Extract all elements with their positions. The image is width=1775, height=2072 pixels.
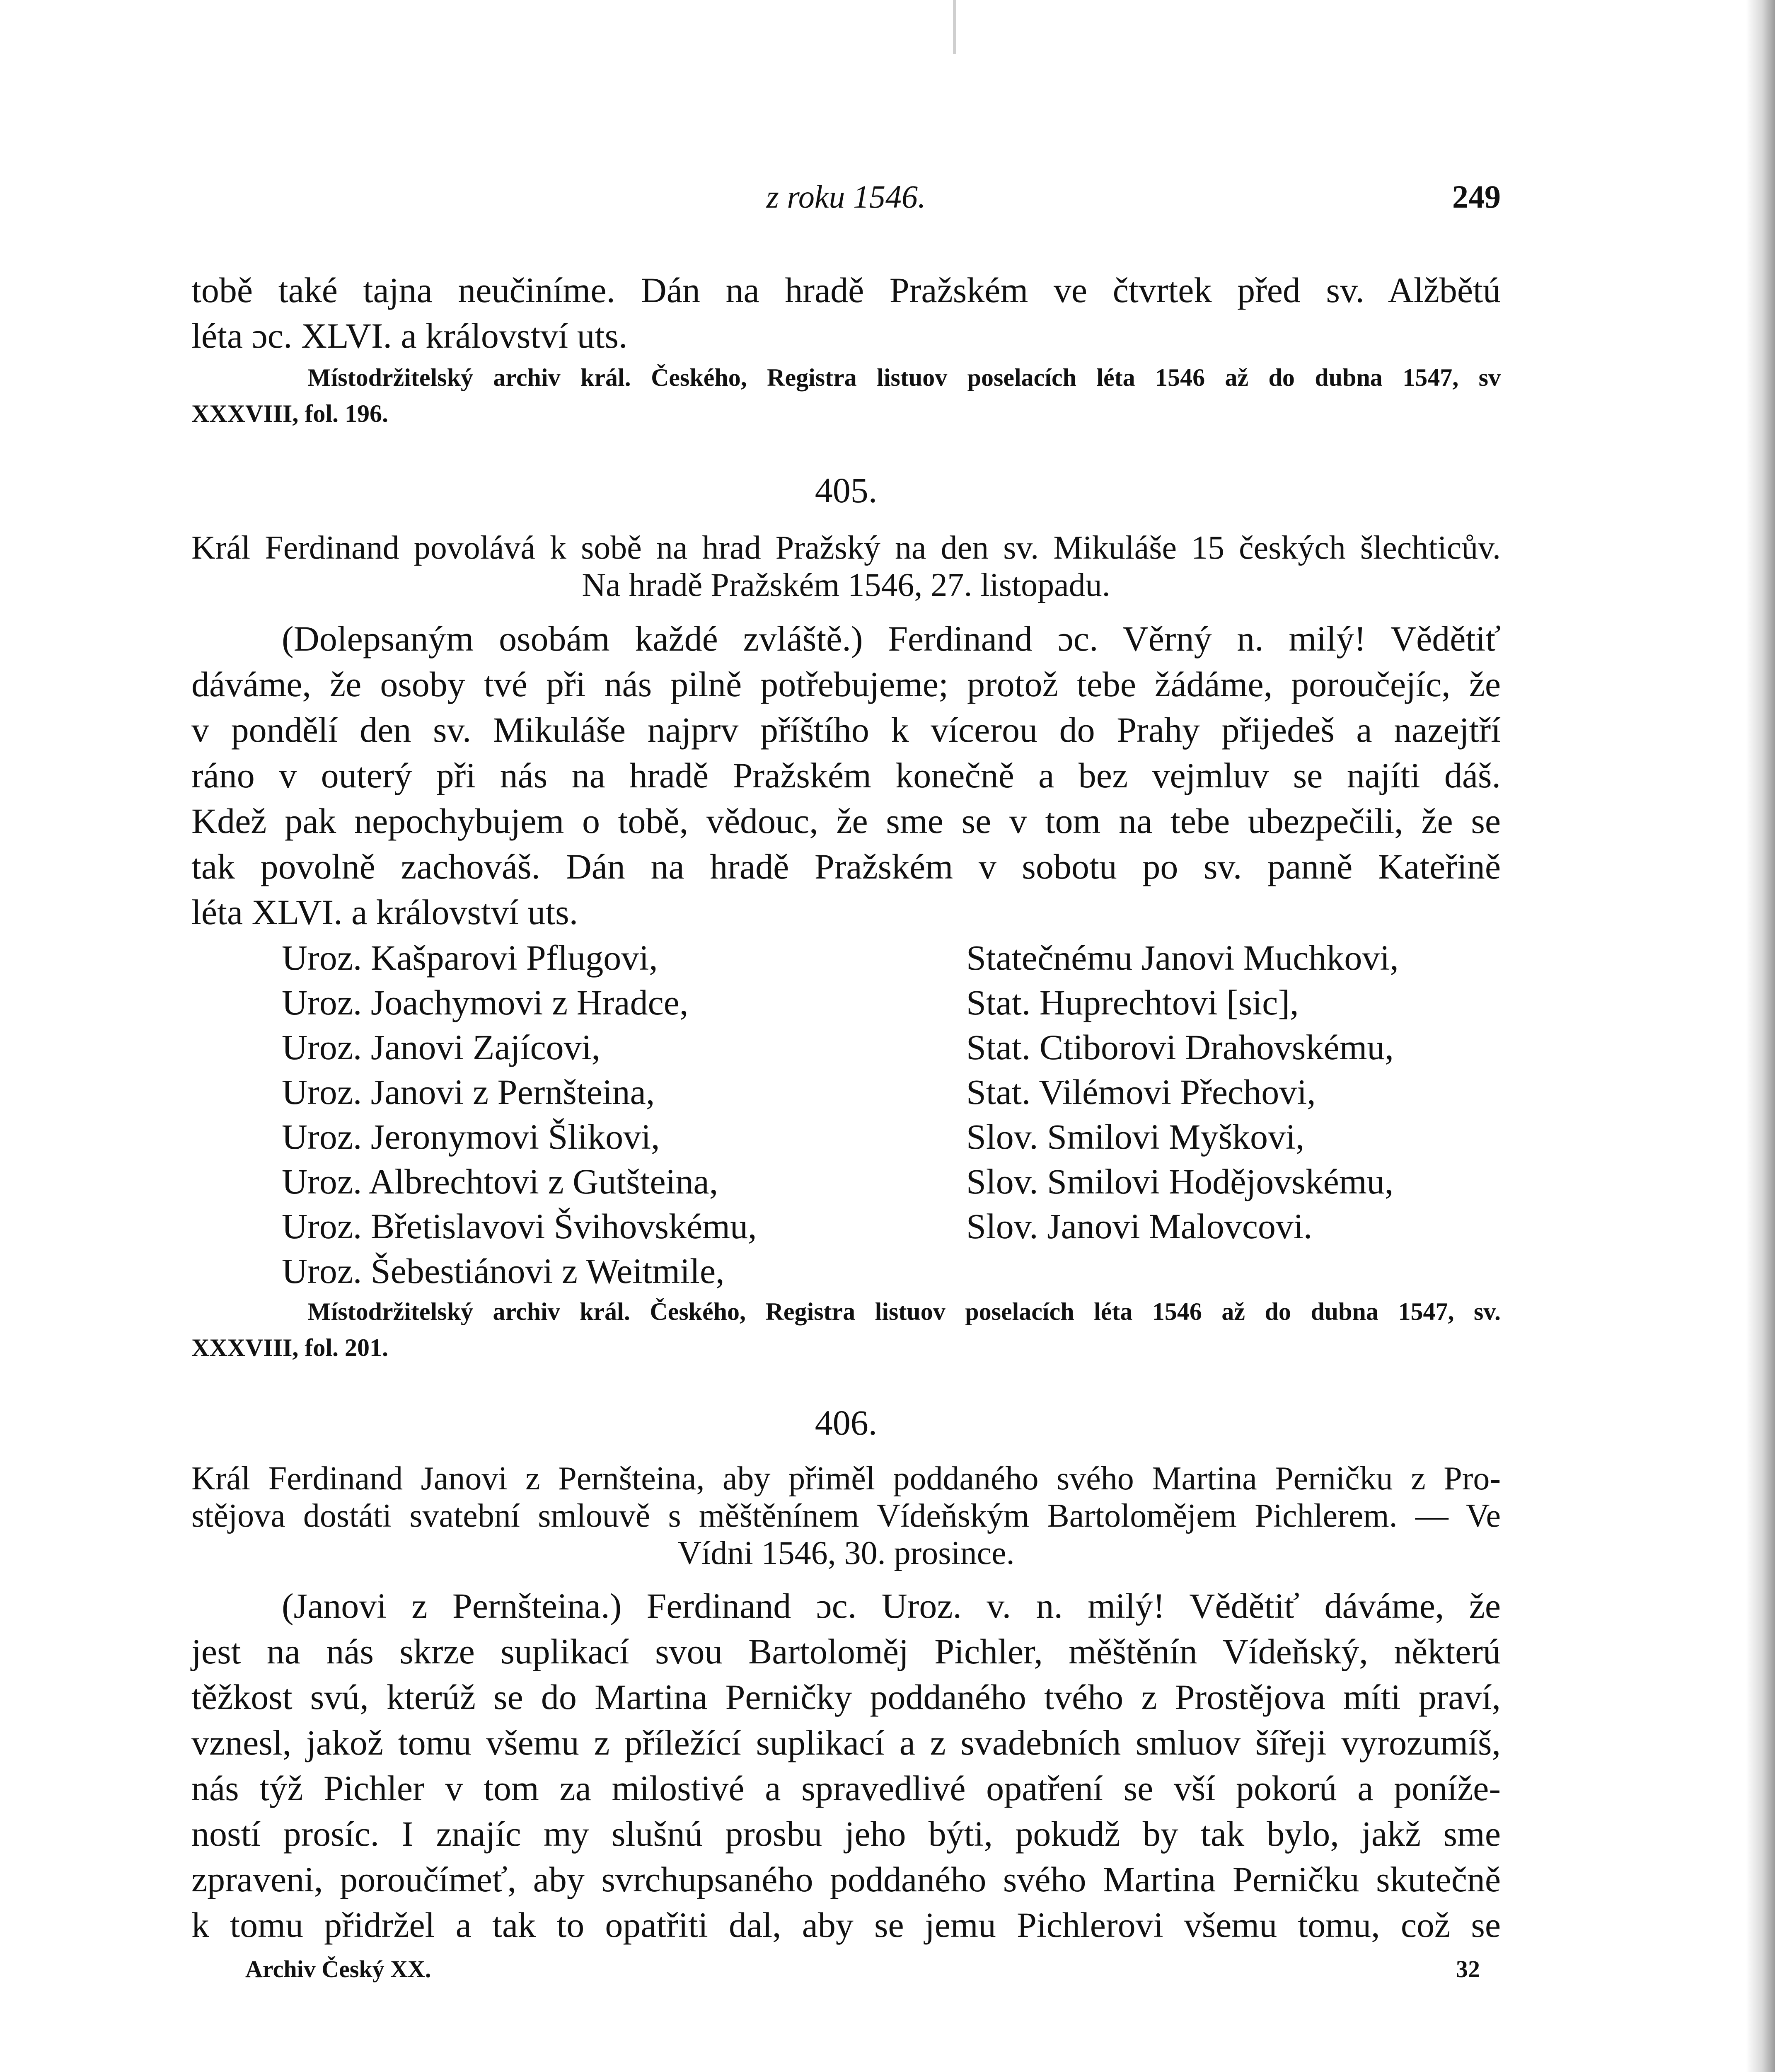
page-header: [191, 178, 1501, 232]
document-heading-line: Král Ferdinand povolává k sobě na hrad Pražský na den sv. Mikuláše 15 českých šlechticův.: [191, 530, 1501, 566]
document-heading-line: Vídni 1546, 30. prosince.: [677, 1535, 1015, 1571]
source-note-line: Místodržitelský archiv král. Českého, Registra listuov poselacích léta 1546 až do dubna 1547, sv.: [307, 1298, 1501, 1325]
source-note-line: XXXVIII, fol. 196.: [191, 400, 389, 427]
text-line: tak povolně zachováš. Dán na hradě Pražském v sobotu po sv. panně Kateřině: [191, 847, 1501, 886]
addressee-left: Uroz. Janovi Zajícovi,: [282, 1027, 601, 1067]
document-number: 405.: [815, 470, 878, 510]
text-line: k tomu přidržel a tak to opatřiti dal, aby se jemu Pichlerovi všemu tomu, což se: [191, 1905, 1501, 1945]
text-line: Kdež pak nepochybujem o tobě, vědouc, že sme se v tom na tebe ubezpečili, že se: [191, 801, 1501, 841]
document-heading-line: Na hradě Pražském 1546, 27. listopadu.: [582, 567, 1110, 603]
text-line: (Dolepsaným osobám každé zvláště.) Ferdinand ɔc. Věrný n. milý! Vědětiť: [282, 619, 1501, 658]
text-line: nás týž Pichler v tom za milostivé a spravedlivé opatření se vší pokorú a poníže-: [191, 1768, 1501, 1808]
addressee-left: Uroz. Joachymovi z Hradce,: [282, 983, 689, 1022]
running-title: z roku 1546.: [766, 179, 926, 215]
page-footer: [191, 1955, 1501, 1988]
text-line: dáváme, že osoby tvé při nás pilně potřebujeme; protož tebe žádáme, poroučejíc, že: [191, 664, 1501, 704]
addressee-right: Stat. Ctiborovi Drahovskému,: [966, 1027, 1394, 1067]
addressee-right: Slov. Smilovi Myškovi,: [966, 1117, 1305, 1157]
text-line: léta ɔc. XLVI. a království uts.: [191, 316, 628, 356]
addressee-right: Slov. Smilovi Hodějovskému,: [966, 1162, 1394, 1201]
text-line: ráno v outerý při nás na hradě Pražském konečně a bez vejmluv se najíti dáš.: [191, 755, 1501, 795]
addressee-left: Uroz. Jeronymovi Šlikovi,: [282, 1117, 660, 1157]
source-note-line: Místodržitelský archiv král. Českého, Registra listuov poselacích léta 1546 až do dubna 1547, sv: [307, 364, 1501, 391]
scan-edge-right: [1746, 0, 1775, 2072]
addressee-left: Uroz. Břetislavovi Švihovskému,: [282, 1206, 757, 1246]
text-line: vznesl, jakož tomu všemu z příležící suplikací a z svadebních smluov šířeji vyrozumíš,: [191, 1723, 1501, 1762]
text-line: zpraveni, poroučímeť, aby svrchupsaného poddaného svého Martina Perničku skutečně: [191, 1859, 1501, 1899]
addressee-left: Uroz. Kašparovi Pflugovi,: [282, 938, 658, 978]
page-number: 249: [1452, 179, 1501, 215]
addressee-right: Stat. Vilémovi Přechovi,: [966, 1072, 1316, 1112]
addressee-right: Slov. Janovi Malovcovi.: [966, 1206, 1313, 1246]
document-heading-line: stějova dostáti svatební smlouvě s měštěnínem Vídeňským Bartolomějem Pichlerem. — Ve: [191, 1498, 1501, 1534]
document-number: 406.: [815, 1403, 878, 1443]
sheet-number: 32: [1456, 1956, 1480, 1982]
addressee-right: Statečnému Janovi Muchkovi,: [966, 938, 1399, 978]
source-note-line: XXXVIII, fol. 201.: [191, 1334, 389, 1361]
text-line: v pondělí den sv. Mikuláše najprv příštího k vícerou do Prahy přijedeš a nazejtří: [191, 710, 1501, 750]
text-line: jest na nás skrze suplikací svou Bartoloměj Pichler, měštěnín Vídeňský, některú: [191, 1631, 1501, 1671]
text-line: tobě také tajna neučiníme. Dán na hradě Pražském ve čtvrtek před sv. Alžbětú: [191, 270, 1501, 310]
text-line: (Janovi z Pernšteina.) Ferdinand ɔc. Uroz. v. n. milý! Vědětiť dáváme, že: [282, 1586, 1501, 1626]
addressee-left: Uroz. Šebestiánovi z Weitmile,: [282, 1251, 725, 1291]
addressee-left: Uroz. Janovi z Pernšteina,: [282, 1072, 655, 1112]
addressee-right: Stat. Huprechtovi [sic],: [966, 983, 1299, 1022]
text-line: léta XLVI. a království uts.: [191, 892, 578, 932]
book-page: [191, 0, 1501, 2072]
document-heading-line: Král Ferdinand Janovi z Pernšteina, aby přiměl poddaného svého Martina Perničku z Pro-: [191, 1460, 1501, 1497]
text-line: ností prosíc. I znajíc my slušnú prosbu jeho býti, pokudž by tak bylo, jakž sme: [191, 1814, 1501, 1854]
printer-signature: Archiv Český XX.: [245, 1956, 431, 1982]
text-line: těžkost svú, kterúž se do Martina Perničky poddaného tvého z Prostějova míti praví,: [191, 1677, 1501, 1717]
addressee-left: Uroz. Albrechtovi z Gutšteina,: [282, 1162, 718, 1201]
